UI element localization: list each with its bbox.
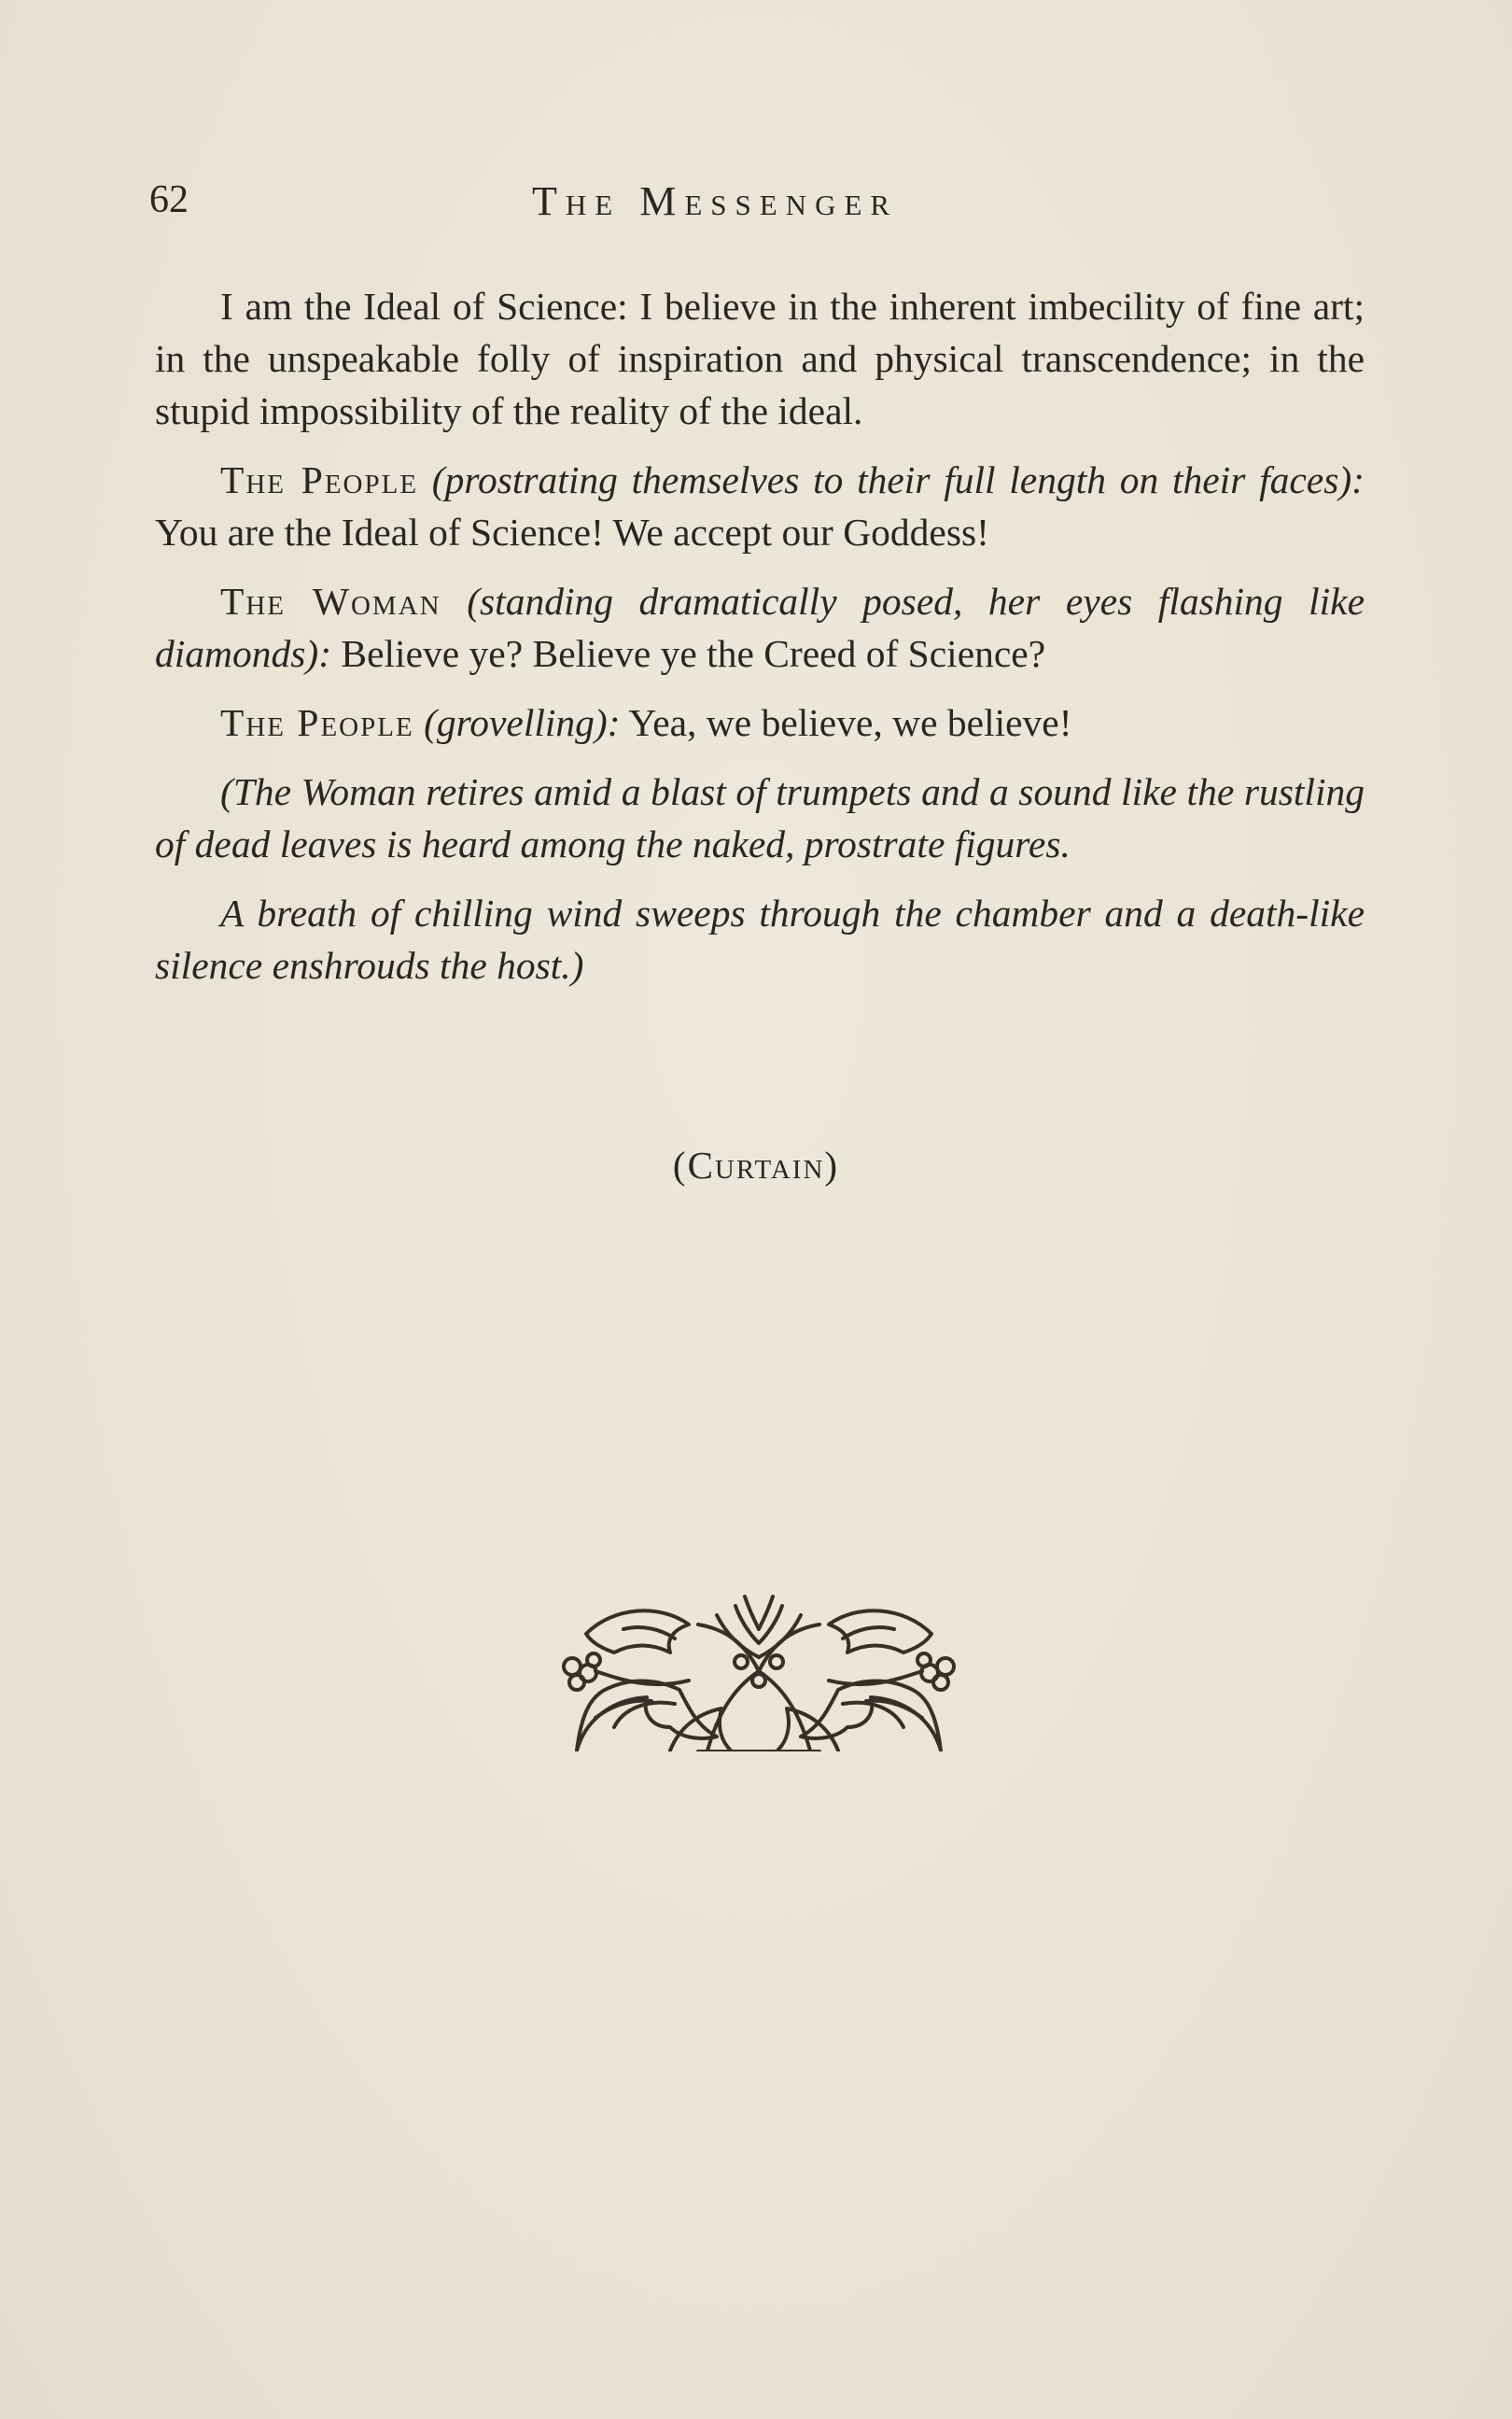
speaker-name: The Woman [220, 580, 441, 623]
paragraph-text: I am the Ideal of Science: I believe in the inherent imbecility of fine art; in the unspeakable folly of inspiration and physical transcendence; in the stupid impossibility of the reality of the ideal. [155, 285, 1365, 432]
stage-text: (The Woman retires amid a blast of trumpets and a sound like the rustling of dead leaves is heard among the naked, prostrate figures. [155, 770, 1365, 865]
page-number: 62 [149, 178, 189, 221]
speech-text: Yea, we believe, we believe! [628, 701, 1072, 744]
stage-text: A breath of chilling wind sweeps through the chamber and a death-like silence enshrouds the host.) [155, 892, 1365, 987]
paragraph-ideal-of-science [155, 280, 1365, 437]
paragraph-people-grovelling [155, 696, 1365, 749]
curtain-line: (Curtain) [672, 1144, 840, 1187]
stage-direction: (standing dramatically posed, her eyes flashing like diamonds): [155, 580, 1365, 675]
stage-direction: (prostrating themselves to their full length on their faces): [431, 458, 1365, 501]
stage-direction: (grovelling): [424, 701, 621, 744]
floral-vignette-icon [558, 1587, 959, 1751]
paragraph-people-prostrating [155, 454, 1365, 558]
stage-direction-woman-retires [155, 766, 1365, 870]
paragraph-woman-standing [155, 575, 1365, 680]
speech-text: You are the Ideal of Science! We accept our Goddess! [155, 511, 989, 554]
body-text [155, 280, 1365, 1008]
speech-text: Believe ye? Believe ye the Creed of Science? [341, 632, 1046, 675]
speaker-name: The People [220, 701, 414, 744]
stage-direction-chilling-wind [155, 887, 1365, 992]
running-title: The Messenger [532, 178, 899, 224]
speaker-name: The People [220, 458, 419, 501]
running-head [149, 177, 1363, 233]
